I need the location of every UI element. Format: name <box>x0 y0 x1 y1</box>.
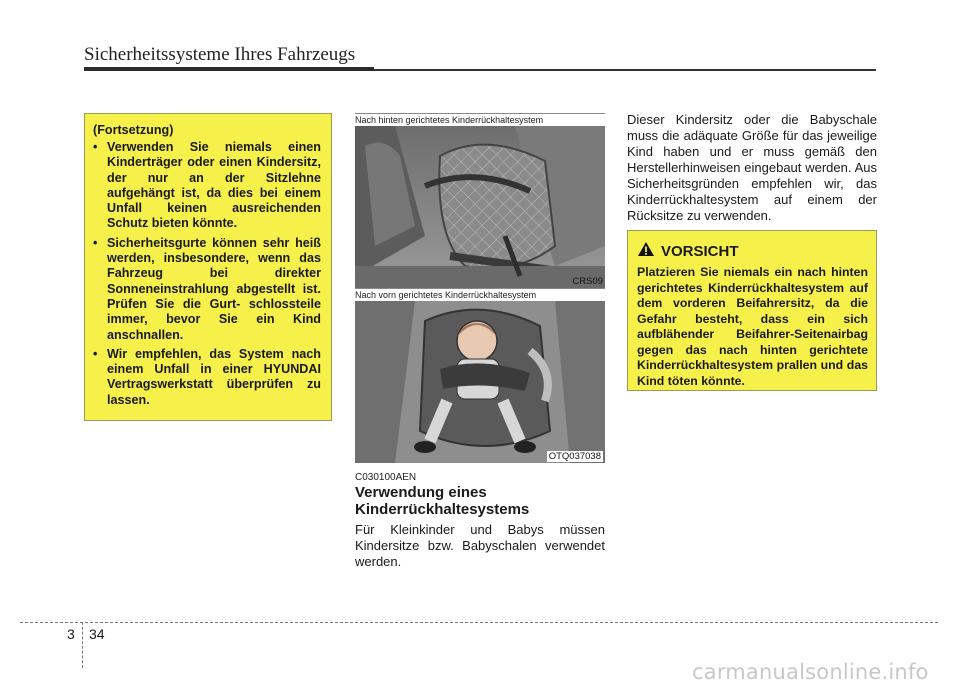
section-body-text: Für Kleinkinder und Babys müssen Kindersitze bzw. Babyschalen verwendet werden. <box>355 522 605 569</box>
warning-item: • Sicherheitsgurte können sehr heiß werden, insbesondere, wenn das Fahrzeug bei direkter Sonneneinstrahlung abgestellt ist. Prüfen Sie die Gurt- schlossteile immer, bevor Sie ein Kind anschnallen. <box>93 235 321 342</box>
figure-caption-rear-facing: Nach hinten gerichtetes Kinderrückhaltesystem <box>355 113 605 125</box>
watermark: carmanualsonline.info <box>692 660 929 684</box>
page-header-title: Sicherheitssysteme Ihres Fahrzeugs <box>84 44 356 65</box>
warning-box <box>84 113 332 421</box>
warning-item: • Verwenden Sie niemals einen Kinderträger oder einen Kindersitz, der nur an der Sitzlehne aufgehängt ist, da dies bei einem Unfall keinen ausreichenden Schutz bieten könnte. <box>93 140 321 231</box>
right-column-text: Dieser Kindersitz oder die Babyschale muss die adäquate Größe für das jeweilige Kind haben und er muss gemäß den Herstellerhinweisen eingebaut werden. Aus Sicherheitsgründen empfehlen wir, das Kinderrückhaltesystem auf einem der Rücksitze zu verwenden. <box>627 112 877 223</box>
footer-divider <box>20 622 938 623</box>
section-heading: Verwendung eines Kinderrückhaltesystems <box>355 484 530 518</box>
caution-box <box>627 230 877 391</box>
figure-code-rear-facing: CRS09 <box>572 276 603 287</box>
forward-facing-seat-drawing <box>355 301 605 463</box>
forward-facing-seat-illustration <box>355 301 605 463</box>
warning-item: • Wir empfehlen, das System nach einem Unfall in einer HYUNDAI Vertragswerkstatt überprüfen zu lassen. <box>93 346 321 407</box>
figure-caption-forward-facing: Nach vorn gerichtetes Kinderrückhaltesystem <box>355 288 605 300</box>
header-rule-thin <box>374 69 876 71</box>
chapter-number: 3 <box>67 626 75 642</box>
header-rule <box>84 67 374 71</box>
section-code: C030100AEN <box>355 472 417 483</box>
warning-continuation: (Fortsetzung) <box>93 123 174 137</box>
footer-page-divider <box>82 622 83 668</box>
rear-facing-seat-drawing <box>355 126 605 288</box>
warning-list <box>93 140 321 408</box>
caution-title: VORSICHT <box>661 243 739 260</box>
rear-facing-seat-illustration <box>355 126 605 288</box>
figure-code-forward-facing: OTQ037038 <box>548 451 601 462</box>
warning-triangle-icon <box>637 241 655 262</box>
caution-text: Platzieren Sie niemals ein nach hinten gerichtetes Kinderrückhaltesystem auf dem vorderen Beifahrersitz, da die Gefahr besteht, dass ein sich aufblähender Beifahrer-Seitenairbag gegen das nach hinten gerichtete Kinderrückhaltesystem prallen und das Kind töten könnte. <box>637 265 868 388</box>
page-number: 34 <box>89 626 105 642</box>
caution-header <box>637 241 868 262</box>
